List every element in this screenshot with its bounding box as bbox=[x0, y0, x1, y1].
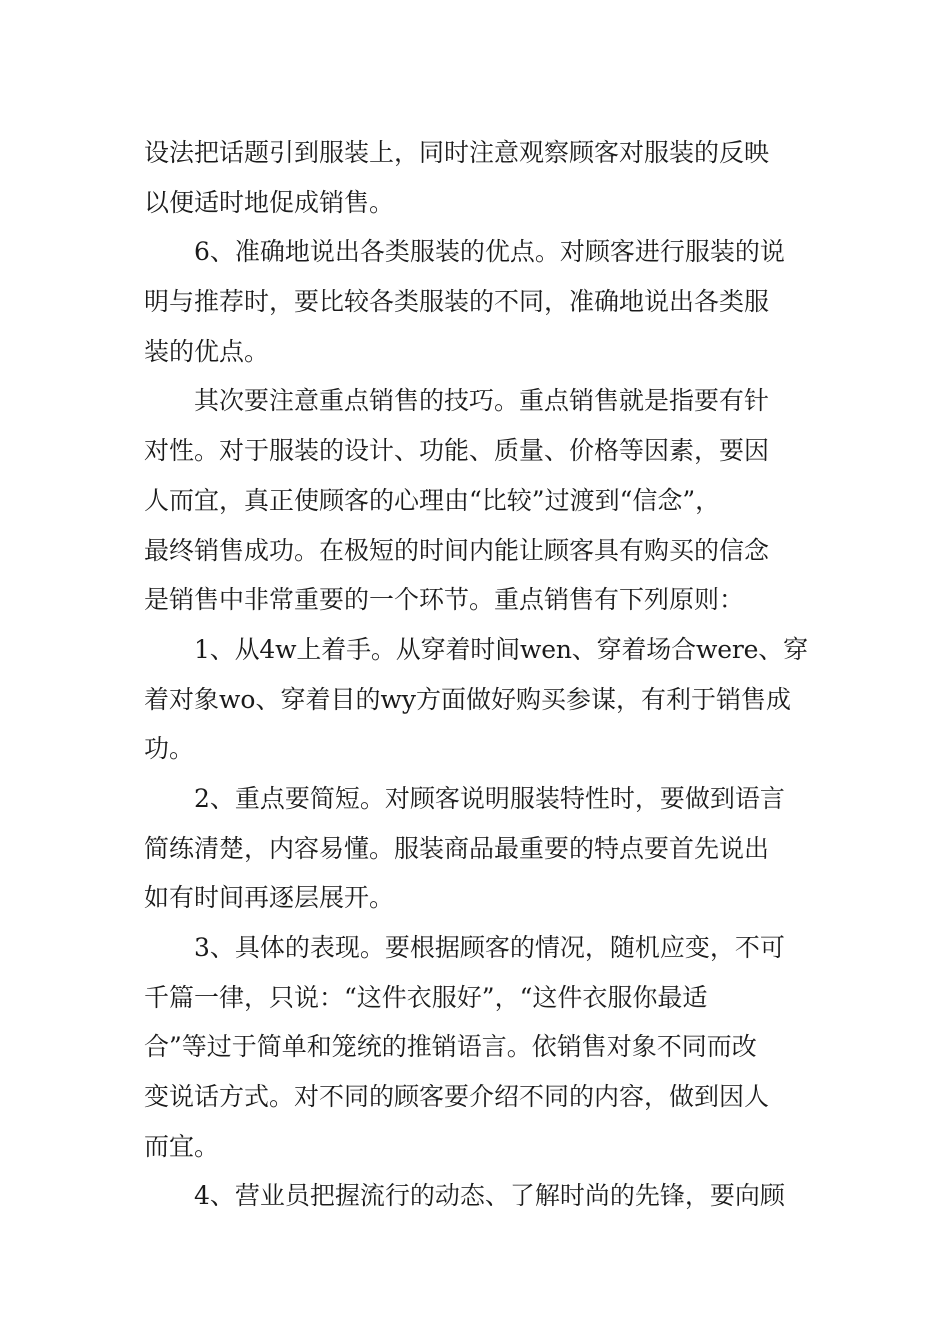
text-line: 对性。对于服装的设计、功能、质量、价格等因素，要因 bbox=[144, 436, 770, 466]
text-line: 装的优点。 bbox=[144, 336, 270, 366]
text-line: 最终销售成功。在极短的时间内能让顾客具有购买的信念 bbox=[144, 535, 770, 565]
text-line: 千篇一律，只说：“这件衣服好”，“这件衣服你最适 bbox=[144, 982, 708, 1012]
text-line: 2、重点要简短。对顾客说明服装特性时，要做到语言 bbox=[194, 783, 785, 813]
text-line: 明与推荐时，要比较各类服装的不同，准确地说出各类服 bbox=[144, 287, 770, 317]
text-line: 1、从4w上着手。从穿着时间wen、穿着场合were、穿 bbox=[194, 634, 808, 664]
text-line: 而宜。 bbox=[144, 1131, 220, 1161]
text-line: 人而宜，真正使顾客的心理由“比较”过渡到“信念”， bbox=[144, 485, 721, 515]
body-text bbox=[144, 128, 808, 1221]
text-line: 3、具体的表现。要根据顾客的情况，随机应变，不可 bbox=[194, 933, 785, 962]
text-line: 设法把话题引到服装上，同时注意观察顾客对服装的反映 bbox=[144, 138, 770, 167]
text-line: 其次要注意重点销售的技巧。重点销售就是指要有针 bbox=[194, 386, 770, 416]
text-line: 如有时间再逐层展开。 bbox=[144, 883, 395, 913]
text-line: 合”等过于简单和笼统的推销语言。依销售对象不同而改 bbox=[144, 1032, 757, 1062]
text-line: 功。 bbox=[144, 734, 195, 764]
text-line: 以便适时地促成销售。 bbox=[144, 187, 395, 217]
text-line: 4、营业员把握流行的动态、了解时尚的先锋，要向顾 bbox=[194, 1181, 785, 1211]
text-line: 是销售中非常重要的一个环节。重点销售有下列原则： bbox=[144, 585, 745, 615]
text-line: 变说话方式。对不同的顾客要介绍不同的内容，做到因人 bbox=[144, 1082, 770, 1112]
text-line: 着对象wo、穿着目的wy方面做好购买参谋，有利于销售成 bbox=[144, 684, 791, 714]
text-line: 简练清楚，内容易懂。服装商品最重要的特点要首先说出 bbox=[144, 833, 770, 863]
text-line: 6、准确地说出各类服装的优点。对顾客进行服装的说 bbox=[194, 237, 785, 267]
